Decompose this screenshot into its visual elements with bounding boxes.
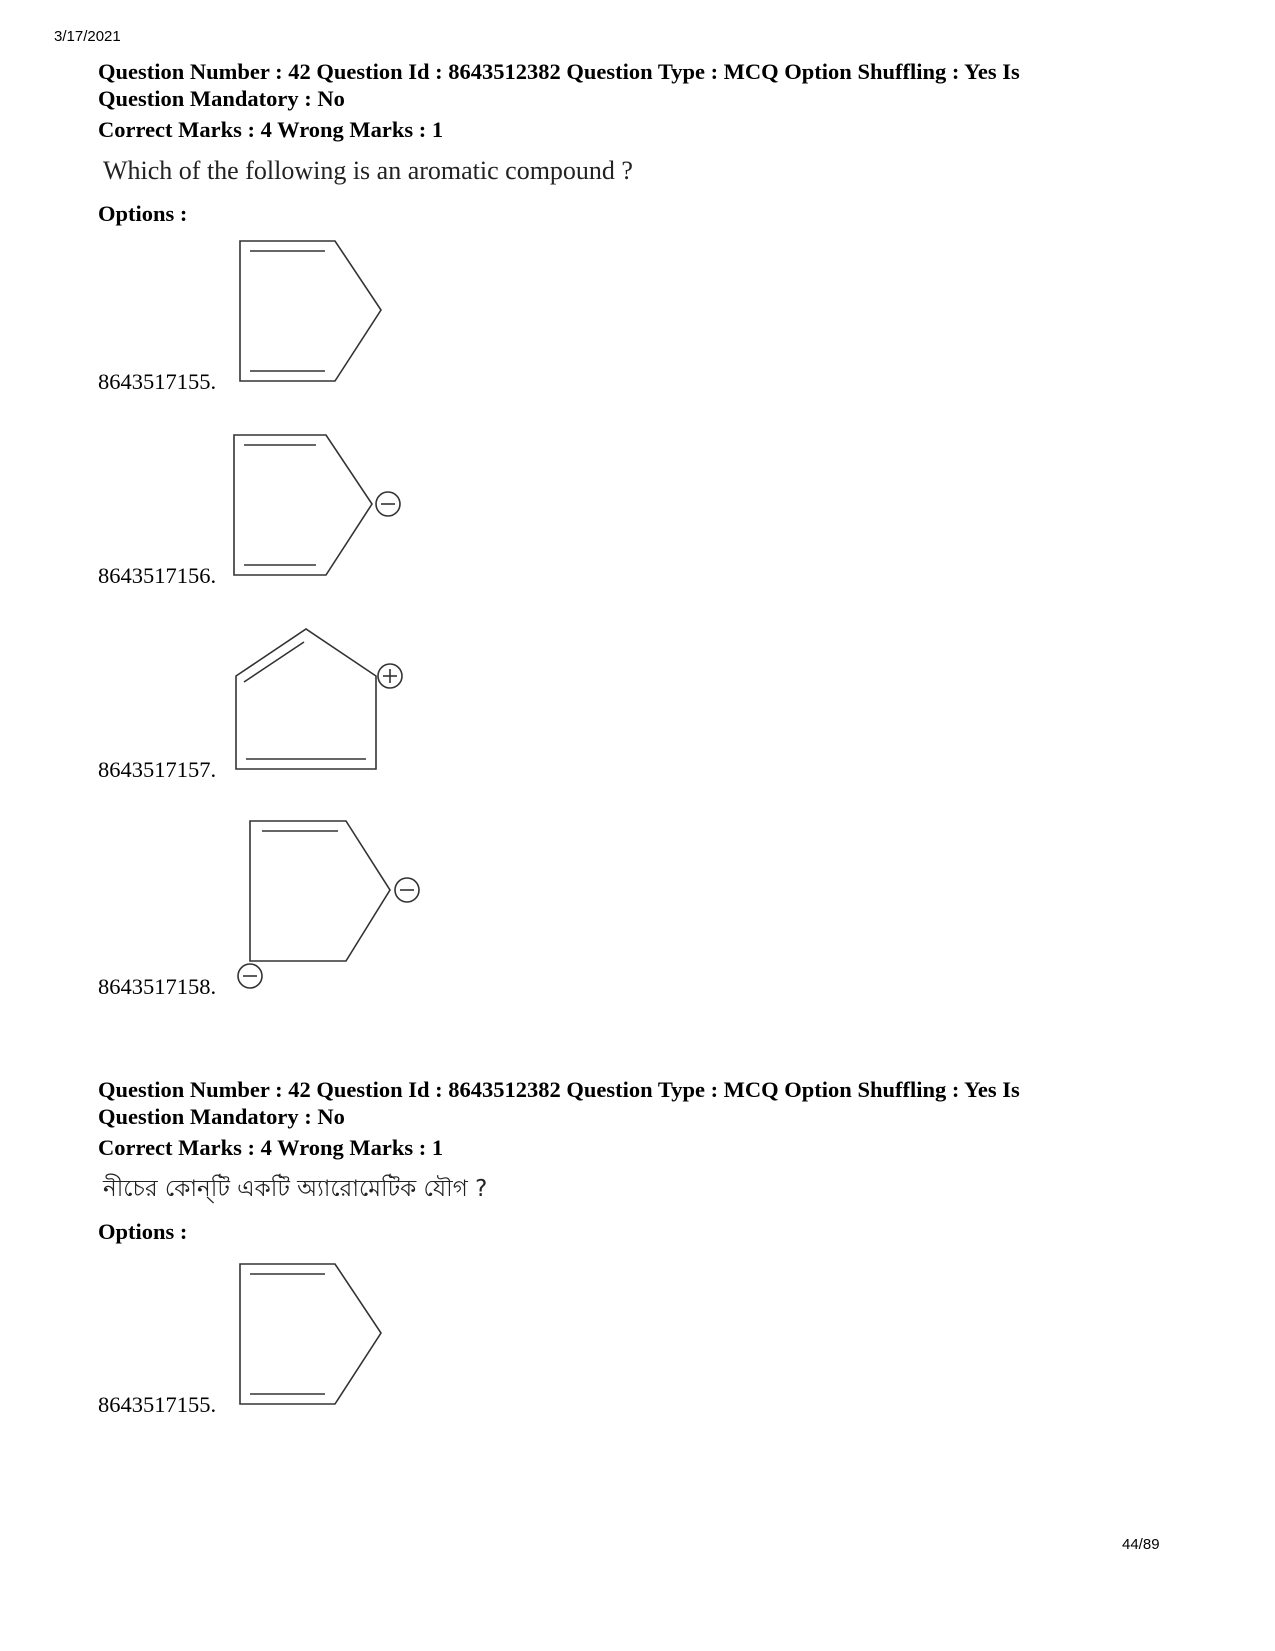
cyclopentadiene-dianion-structure [234, 818, 434, 996]
question-text: Which of the following is an aromatic compound ? [103, 156, 633, 185]
cyclopentadiene-structure [236, 238, 386, 386]
question-text: নীচের কোন্‌টি একটি অ্যারোমেটিক যৌগ ? [103, 1176, 488, 1202]
question-header [98, 1076, 1098, 1245]
option-id: 8643517156. [98, 563, 217, 588]
option-id: 8643517155. [98, 1392, 217, 1417]
options-label: Options : [98, 1219, 188, 1244]
question-header [98, 58, 1098, 227]
cyclopentadienyl-anion-structure [230, 432, 410, 580]
cyclopentadiene-structure [236, 1261, 386, 1409]
option-id: 8643517158. [98, 974, 217, 999]
options-label: Options : [98, 201, 188, 226]
question-meta: Question Number : 42 Question Id : 8643512382 Question Type : MCQ Option Shuffling : Yes Is Question Mandatory : No [98, 59, 1020, 111]
question-meta: Question Number : 42 Question Id : 8643512382 Question Type : MCQ Option Shuffling : Yes Is Question Mandatory : No [98, 1077, 1020, 1129]
option-id: 8643517157. [98, 757, 217, 782]
cyclopentadienyl-cation-structure [232, 626, 412, 776]
question-marks: Correct Marks : 4 Wrong Marks : 1 [98, 117, 444, 142]
option-id: 8643517155. [98, 369, 217, 394]
question-marks: Correct Marks : 4 Wrong Marks : 1 [98, 1135, 444, 1160]
print-date: 3/17/2021 [54, 28, 121, 45]
page-number: 44/89 [1122, 1536, 1160, 1553]
